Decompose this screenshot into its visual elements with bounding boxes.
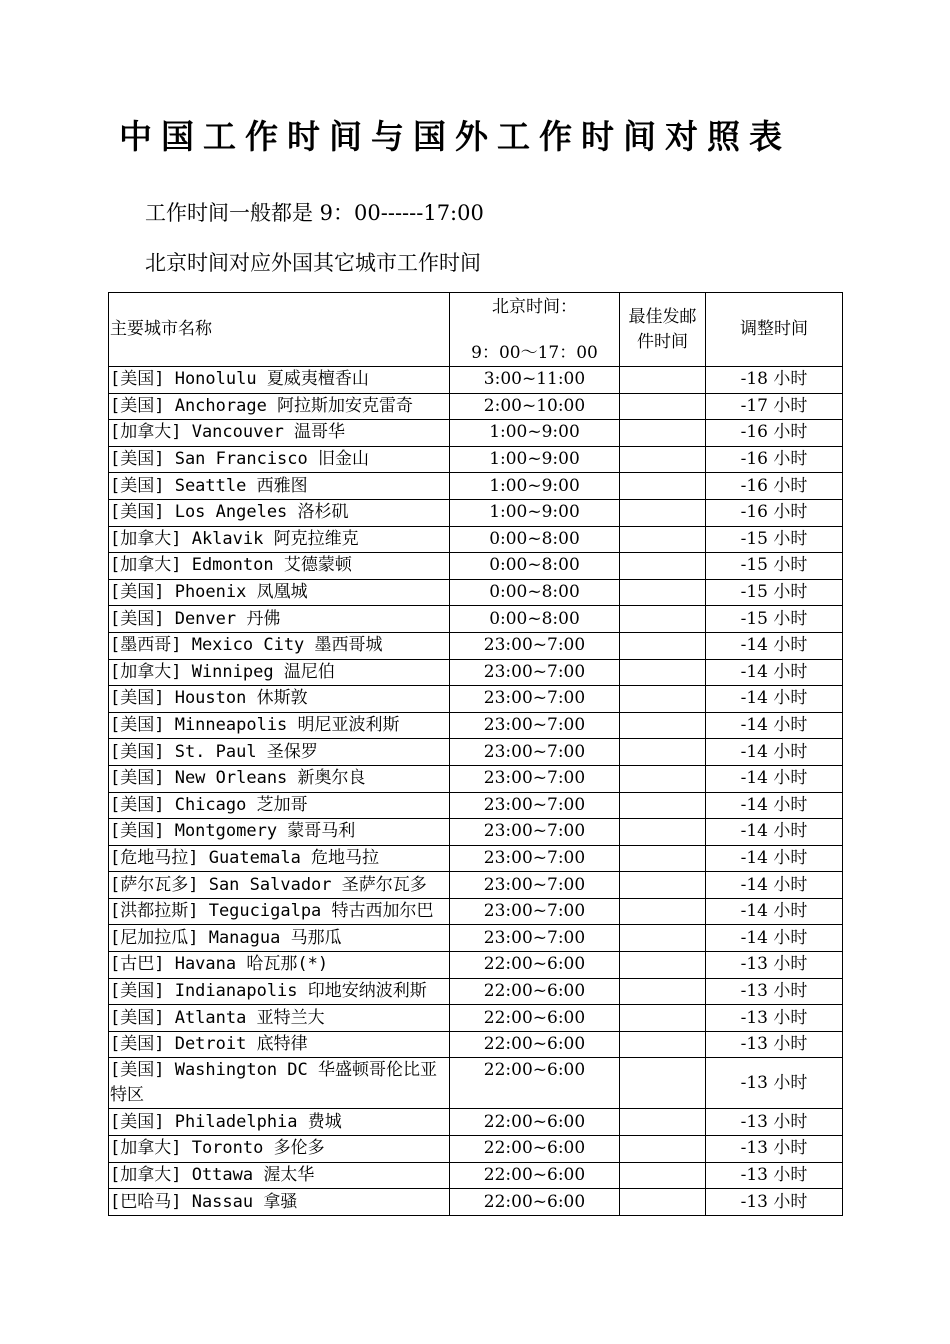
adjust-cell: -16 小时 [706,473,843,500]
table-row [109,1162,843,1189]
table-row [109,367,843,394]
city-cell: [美国] Seattle 西雅图 [109,473,450,500]
adjust-cell: -13 小时 [706,1031,843,1058]
beijing-time-cell: 22:00~6:00 [450,1058,620,1109]
best-time-cell [620,606,706,633]
adjust-cell: -15 小时 [706,579,843,606]
city-cell: [危地马拉] Guatemala 危地马拉 [109,845,450,872]
best-time-cell [620,792,706,819]
adjust-cell: -16 小时 [706,420,843,447]
working-hours-note: 工作时间一般都是 9：00------17:00 [145,201,484,225]
best-time-cell [620,872,706,899]
adjust-cell: -15 小时 [706,526,843,553]
page-title: 中国工作时间与国外工作时间对照表 [119,117,791,156]
beijing-time-cell: 0:00~8:00 [450,606,620,633]
best-time-cell [620,393,706,420]
table-row [109,712,843,739]
table-caption: 北京时间对应外国其它城市工作时间 [145,251,481,275]
beijing-time-cell: 23:00~7:00 [450,632,620,659]
city-cell: [加拿大] Toronto 多伦多 [109,1136,450,1163]
best-time-cell [620,925,706,952]
beijing-time-cell: 2:00~10:00 [450,393,620,420]
best-time-cell [620,1136,706,1163]
city-cell: [美国] Montgomery 蒙哥马利 [109,819,450,846]
table-row [109,606,843,633]
best-time-cell [620,978,706,1005]
adjust-cell: -14 小时 [706,659,843,686]
best-time-cell [620,1058,706,1109]
table-row [109,765,843,792]
adjust-cell: -13 小时 [706,978,843,1005]
city-cell: [加拿大] Ottawa 渥太华 [109,1162,450,1189]
table-row [109,499,843,526]
city-cell: [墨西哥] Mexico City 墨西哥城 [109,632,450,659]
beijing-time-cell: 22:00~6:00 [450,1031,620,1058]
table-row [109,420,843,447]
beijing-time-cell: 22:00~6:00 [450,1136,620,1163]
table-row [109,792,843,819]
city-cell: [美国] San Francisco 旧金山 [109,446,450,473]
best-time-cell [620,367,706,394]
beijing-time-cell: 22:00~6:00 [450,978,620,1005]
table-row [109,686,843,713]
city-cell: [萨尔瓦多] San Salvador 圣萨尔瓦多 [109,872,450,899]
table-row [109,446,843,473]
table-row [109,659,843,686]
table-row [109,526,843,553]
header-best-time: 最佳发邮件时间 [620,293,706,367]
adjust-cell: -16 小时 [706,446,843,473]
beijing-time-cell: 0:00~8:00 [450,526,620,553]
table-row [109,1005,843,1032]
adjust-cell: -14 小时 [706,739,843,766]
header-beijing-range: 9：00～17：00 [471,342,598,363]
header-city: 主要城市名称 [109,293,450,367]
best-time-cell [620,739,706,766]
beijing-time-cell: 23:00~7:00 [450,819,620,846]
city-cell: [美国] Indianapolis 印地安纳波利斯 [109,978,450,1005]
city-cell: [巴哈马] Nassau 拿骚 [109,1189,450,1216]
best-time-cell [620,898,706,925]
adjust-cell: -14 小时 [706,765,843,792]
header-adjust: 调整时间 [706,293,843,367]
header-beijing-label: 北京时间： [492,296,577,317]
table-row [109,393,843,420]
adjust-cell: -13 小时 [706,1189,843,1216]
table-row [109,579,843,606]
city-cell: [美国] New Orleans 新奥尔良 [109,765,450,792]
city-cell: [尼加拉瓜] Managua 马那瓜 [109,925,450,952]
city-cell: [美国] Minneapolis 明尼亚波利斯 [109,712,450,739]
table-row [109,632,843,659]
table-row [109,1136,843,1163]
beijing-time-cell: 0:00~8:00 [450,579,620,606]
adjust-cell: -15 小时 [706,606,843,633]
table-row [109,1189,843,1216]
best-time-cell [620,1031,706,1058]
adjust-cell: -14 小时 [706,819,843,846]
city-cell: [加拿大] Vancouver 温哥华 [109,420,450,447]
best-time-cell [620,632,706,659]
city-cell: [美国] Philadelphia 费城 [109,1109,450,1136]
adjust-cell: -14 小时 [706,712,843,739]
table-header-row [109,293,843,367]
adjust-cell: -15 小时 [706,553,843,580]
adjust-cell: -17 小时 [706,393,843,420]
table-row [109,978,843,1005]
table-row [109,1109,843,1136]
beijing-time-cell: 22:00~6:00 [450,952,620,979]
best-time-cell [620,420,706,447]
adjust-cell: -14 小时 [706,686,843,713]
table-row [109,952,843,979]
best-time-cell [620,712,706,739]
best-time-cell [620,659,706,686]
best-time-cell [620,473,706,500]
header-beijing-time [450,293,620,367]
beijing-time-cell: 3:00~11:00 [450,367,620,394]
adjust-cell: -13 小时 [706,1109,843,1136]
beijing-time-cell: 1:00~9:00 [450,499,620,526]
beijing-time-cell: 23:00~7:00 [450,659,620,686]
adjust-cell: -13 小时 [706,1005,843,1032]
city-cell: [美国] St. Paul 圣保罗 [109,739,450,766]
beijing-time-cell: 23:00~7:00 [450,765,620,792]
best-time-cell [620,553,706,580]
beijing-time-cell: 1:00~9:00 [450,420,620,447]
adjust-cell: -14 小时 [706,872,843,899]
city-cell: [美国] Denver 丹佛 [109,606,450,633]
adjust-cell: -14 小时 [706,792,843,819]
timezone-table [108,292,843,1216]
best-time-cell [620,686,706,713]
beijing-time-cell: 23:00~7:00 [450,845,620,872]
beijing-time-cell: 1:00~9:00 [450,446,620,473]
beijing-time-cell: 23:00~7:00 [450,872,620,899]
adjust-cell: -14 小时 [706,898,843,925]
best-time-cell [620,1109,706,1136]
best-time-cell [620,1162,706,1189]
city-cell: [美国] Houston 休斯敦 [109,686,450,713]
table-row [109,872,843,899]
best-time-cell [620,579,706,606]
city-cell: [古巴] Havana 哈瓦那(*) [109,952,450,979]
beijing-time-cell: 23:00~7:00 [450,792,620,819]
adjust-cell: -16 小时 [706,499,843,526]
city-cell: [美国] Chicago 芝加哥 [109,792,450,819]
table-row [109,898,843,925]
table-row [109,1031,843,1058]
beijing-time-cell: 23:00~7:00 [450,925,620,952]
best-time-cell [620,845,706,872]
adjust-cell: -14 小时 [706,845,843,872]
adjust-cell: -18 小时 [706,367,843,394]
city-cell: [加拿大] Winnipeg 温尼伯 [109,659,450,686]
beijing-time-cell: 23:00~7:00 [450,712,620,739]
adjust-cell: -13 小时 [706,1162,843,1189]
table-row [109,819,843,846]
best-time-cell [620,499,706,526]
adjust-cell: -13 小时 [706,1136,843,1163]
city-cell: [加拿大] Edmonton 艾德蒙顿 [109,553,450,580]
beijing-time-cell: 22:00~6:00 [450,1162,620,1189]
city-cell: [美国] Washington DC 华盛顿哥伦比亚特区 [109,1058,450,1109]
beijing-time-cell: 23:00~7:00 [450,739,620,766]
best-time-cell [620,446,706,473]
city-cell: [洪都拉斯] Tegucigalpa 特古西加尔巴 [109,898,450,925]
adjust-cell: -13 小时 [706,952,843,979]
beijing-time-cell: 1:00~9:00 [450,473,620,500]
table-row [109,739,843,766]
city-cell: [加拿大] Aklavik 阿克拉维克 [109,526,450,553]
beijing-time-cell: 23:00~7:00 [450,686,620,713]
best-time-cell [620,526,706,553]
table-row [109,845,843,872]
table-row [109,553,843,580]
city-cell: [美国] Anchorage 阿拉斯加安克雷奇 [109,393,450,420]
table-row [109,473,843,500]
beijing-time-cell: 22:00~6:00 [450,1005,620,1032]
city-cell: [美国] Detroit 底特律 [109,1031,450,1058]
table-row [109,1058,843,1109]
beijing-time-cell: 0:00~8:00 [450,553,620,580]
adjust-cell: -14 小时 [706,632,843,659]
table-row [109,925,843,952]
best-time-cell [620,765,706,792]
beijing-time-cell: 22:00~6:00 [450,1189,620,1216]
city-cell: [美国] Los Angeles 洛杉矶 [109,499,450,526]
timezone-table-body [109,293,843,1216]
adjust-cell: -13 小时 [706,1058,843,1109]
city-cell: [美国] Atlanta 亚特兰大 [109,1005,450,1032]
beijing-time-cell: 22:00~6:00 [450,1109,620,1136]
city-cell: [美国] Phoenix 凤凰城 [109,579,450,606]
best-time-cell [620,952,706,979]
adjust-cell: -14 小时 [706,925,843,952]
best-time-cell [620,819,706,846]
best-time-cell [620,1189,706,1216]
best-time-cell [620,1005,706,1032]
beijing-time-cell: 23:00~7:00 [450,898,620,925]
city-cell: [美国] Honolulu 夏威夷檀香山 [109,367,450,394]
